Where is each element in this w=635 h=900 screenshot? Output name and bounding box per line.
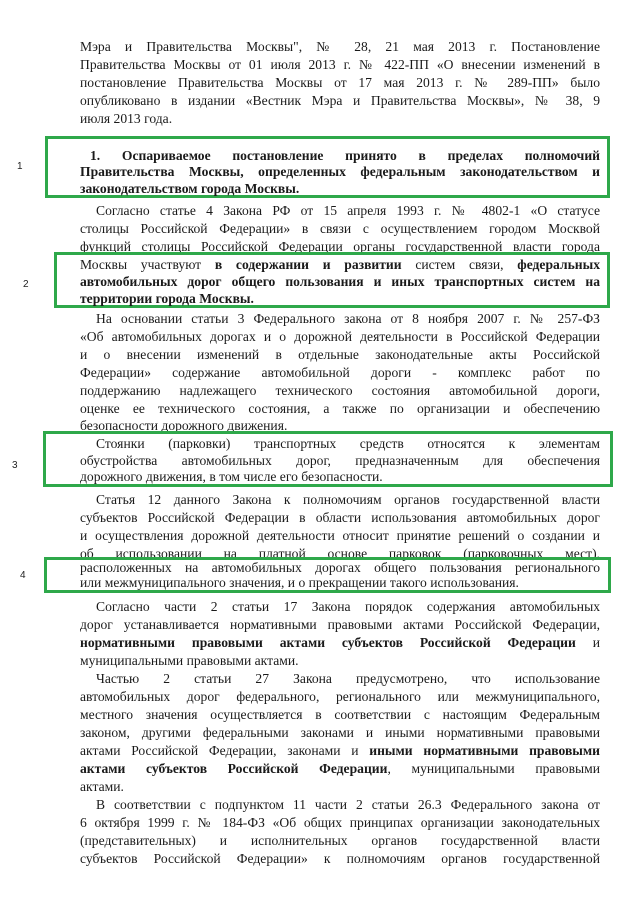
text-line: оценке ее технического состояния, а также по организации и обеспечению [80,401,600,416]
text-line: и осуществления дорожной деятельности относит принятие решений о создании и [80,528,600,543]
text-line: муниципальными правовыми актами. [80,653,299,668]
text-line: или межмуниципального значения, и о прекращении такого использования. [80,575,519,590]
annotation-marker-3: 3 [12,460,18,471]
text-line: (представительных) и исполнительных органов государственной власти [80,833,600,848]
section-heading-line: 1. Оспариваемое постановление принято в пределах полномочий [90,148,600,163]
text-line: актами. [80,779,124,794]
text-line: территории города Москвы. [80,291,254,306]
text-line: Федерации» содержание автомобильной дороги - комплекс работ по [80,365,600,380]
text-line: В соответствии с подпунктом 11 части 2 статьи 26.3 Федерального закона от [96,797,600,812]
annotation-marker-1: 1 [17,161,23,172]
text-line: поддержанию надлежащего технического состояния автомобильной дороги, [80,383,600,398]
text-line: Правительства Москвы от 01 июля 2013 г. № 422-ПП «О внесении изменений в [80,57,600,72]
text-line: Согласно части 2 статьи 17 Закона порядок содержания автомобильных [96,599,600,614]
text-line: Статья 12 данного Закона к полномочиям органов государственной власти [96,492,600,507]
text-line: Частью 2 статьи 27 Закона предусмотрено, что использование [96,671,600,686]
text-line: Стоянки (парковки) транспортных средств относятся к элементам [96,436,600,451]
text-line: опубликовано в издании «Вестник Мэра и Правительства Москвы», № 38, 9 [80,93,600,108]
text-line: Мэра и Правительства Москвы", № 28, 21 мая 2013 г. Постановление [80,39,600,54]
text-line: обустройства автомобильных дорог, предназначенным для обеспечения [80,453,600,468]
text-line: субъектов Российской Федерации» к полномочиям органов государственной [80,851,600,866]
text-line: дорожного движения, в том числе его безопасности. [80,469,383,484]
text-line: об использовании на платной основе парковок (парковочных мест), [80,546,600,561]
text-line: нормативными правовыми актами субъектов Российской Федерации и [80,635,600,650]
text-line: столицы Российской Федерации» в связи с осуществлением городом Москвой [80,221,600,236]
text-line: безопасности дорожного движения. [80,418,288,433]
text-line: дорог устанавливается нормативными правовыми актами Российской Федерации, [80,617,600,632]
text-line: законом, другими федеральными законами и иными нормативными правовыми [80,725,600,740]
text-line: субъектов Российской Федерации в области использования автомобильных дорог [80,510,600,525]
text-line: июля 2013 года. [80,111,173,126]
text-line: постановление Правительства Москвы от 17 мая 2013 г. № 289-ПП» было [80,75,600,90]
text-line: и о внесении изменений в отдельные законодательные акты Российской [80,347,600,362]
text-line: актами субъектов Российской Федерации, муниципальными правовыми [80,761,600,776]
text-line: Москвы участвуют в содержании и развитии систем связи, федеральных [80,257,600,272]
text-line: местного значения осуществляется в соответствии с настоящим Федеральным [80,707,600,722]
text-line: 6 октября 1999 г. № 184-ФЗ «Об общих принципах организации законодательных [80,815,600,830]
text-line: функций столицы Российской Федерации органы государственной власти города [80,239,600,254]
text-line: «Об автомобильных дорогах и о дорожной деятельности в Российской Федерации [80,329,600,344]
text-line: расположенных на автомобильных дорогах общего пользования регионального [80,560,600,575]
section-heading-line: законодательством города Москвы. [80,181,300,196]
text-line: автомобильных дорог федерального, регионального или межмуниципального, [80,689,600,704]
text-line: Согласно статье 4 Закона РФ от 15 апреля 1993 г. № 4802-1 «О статусе [96,203,600,218]
text-line: На основании статьи 3 Федерального закона от 8 ноября 2007 г. № 257-ФЗ [96,311,600,326]
text-line: актами Российской Федерации, законами и иными нормативными правовыми [80,743,600,758]
annotation-marker-4: 4 [20,570,26,581]
annotation-marker-2: 2 [23,279,29,290]
text-line: автомобильных дорог общего пользования и иных транспортных систем на [80,274,600,289]
section-heading-line: Правительства Москвы, определенных федеральным законодательством и [80,164,600,179]
